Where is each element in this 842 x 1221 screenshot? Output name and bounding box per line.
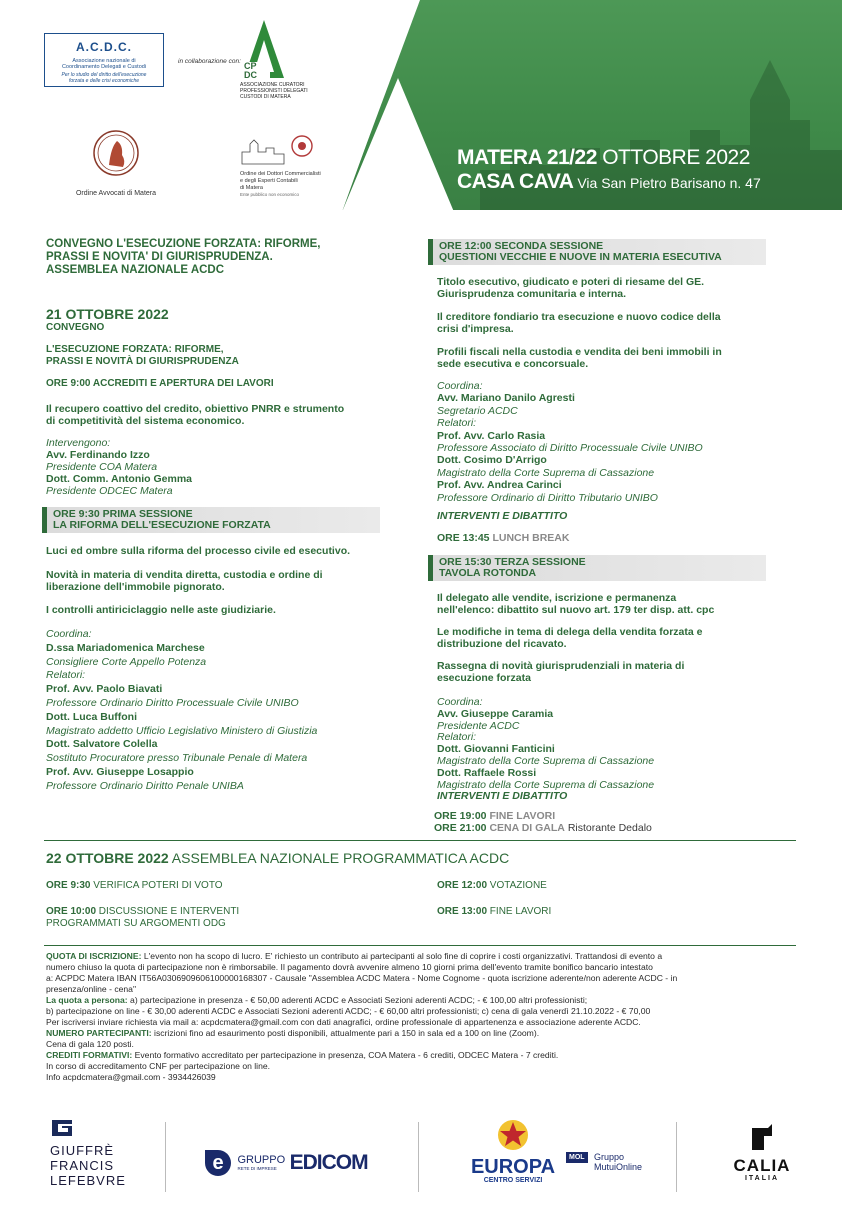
coord-marchese: D.ssa Mariadomenica Marchese xyxy=(46,641,205,654)
calia-name: CALIA xyxy=(733,1156,791,1175)
edicom-sub: RETE DI IMPRESE xyxy=(237,1165,277,1171)
s3-topic-1b: nell'elenco: dibattito sul nuovo art. 179 ter disp. att. cpc xyxy=(437,604,715,616)
convegno-label: CONVEGNO xyxy=(46,322,105,333)
session3-topics xyxy=(437,592,714,684)
convegno-sub xyxy=(46,344,239,368)
edicom-pre: GRUPPO xyxy=(237,1153,286,1166)
session3-time: ORE 15:30 TERZA SESSIONE xyxy=(439,556,586,568)
rel-rasia-role: Professore Associato di Diritto Processuale Civile UNIBO xyxy=(437,442,703,455)
mol-l1: Gruppo xyxy=(594,1152,625,1162)
rel-biavati: Prof. Avv. Paolo Biavati xyxy=(46,683,163,696)
edicom-name: EDICOM xyxy=(289,1151,368,1174)
sub-line1: L'ESECUZIONE FORZATA: RIFORME, xyxy=(46,344,224,355)
acdc-logo-name: A.C.D.C. xyxy=(76,40,132,54)
calia-logo xyxy=(722,1124,802,1182)
sep-1 xyxy=(165,1122,166,1192)
odcec-l1: Ordine dei Dottori Commercialisti xyxy=(240,171,321,177)
edicom-logo xyxy=(205,1150,368,1178)
rel-fanticini: Dott. Giovanni Fanticini xyxy=(437,743,555,756)
acdc-logo xyxy=(44,33,164,87)
main-title xyxy=(46,238,406,277)
coord-agresti-role: Segretario ACDC xyxy=(437,404,518,417)
session1-title: LA RIFORMA DELL'ESECUZIONE FORZATA xyxy=(53,519,271,531)
rel-carinci-role: Professore Ordinario di Diritto Tributario UNIBO xyxy=(437,491,658,504)
day1-date: 21 OTTOBRE 2022 xyxy=(46,306,169,322)
s2-topic-1a: Titolo esecutivo, giudicato e poteri di riesame del GE. xyxy=(437,276,705,288)
topic-3: I controlli antiriciclaggio nelle aste giudiziarie. xyxy=(46,604,276,616)
rel-carinci: Prof. Avv. Andrea Carinci xyxy=(437,479,562,492)
topic-2b: liberazione dell'immobile pignorato. xyxy=(46,581,225,593)
s3-topic-3b: esecuzione forzata xyxy=(437,672,531,684)
intervengono-block xyxy=(46,437,192,497)
calia-sub: ITALIA xyxy=(744,1175,780,1182)
s2-relatori-label: Relatori: xyxy=(437,417,477,430)
rel-buffoni: Dott. Luca Buffoni xyxy=(46,710,137,723)
session2-topics xyxy=(437,276,722,370)
acdc-sub4: forzata e delle crisi economiche xyxy=(68,78,140,84)
rel-rasia: Prof. Avv. Carlo Rasia xyxy=(437,429,546,442)
interventi-2: INTERVENTI E DIBATTITO xyxy=(437,790,568,803)
session2-speakers xyxy=(437,380,703,504)
info-q2: numero chiuso la quota di partecipazione non è rimborsabile. Il pagamento dovrà avvenire almeno 10 giorni prima dell'evento tramite bonifico bancario intestato xyxy=(46,962,653,972)
sub-line2: PRASSI E NOVITÀ DI GIURISPRUDENZA xyxy=(46,356,239,367)
info-p3: Per iscriversi inviare richiesta via mail a: acpdcmatera@gmail.com con dati anagrafici, ordine professionale di appartenenza e associazione aderente ACDC. xyxy=(46,1017,641,1027)
giuffre-l1: GIUFFRÈ xyxy=(50,1143,115,1158)
odcec-logo xyxy=(240,130,330,205)
session2-title: QUESTIONI VECCHIE E NUOVE IN MATERIA ESECUTIVA xyxy=(439,251,722,263)
s3-coordina-label: Coordina: xyxy=(437,696,483,708)
mol-logo xyxy=(566,1152,642,1172)
s3-topic-3a: Rassegna di novità giurisprudenziali in materia di xyxy=(437,660,685,672)
s3-topic-2b: distribuzione del ricavato. xyxy=(437,638,567,650)
session2-header xyxy=(428,239,766,265)
s3-topic-2a: Le modifiche in tema di delega della vendita forzata e xyxy=(437,626,703,638)
cena-gala: ORE 21:00 CENA DI GALA Ristorante Dedalo xyxy=(434,822,652,834)
giuffre-l2: FRANCIS xyxy=(50,1158,115,1173)
rel-fanticini-role: Magistrato della Corte Suprema di Cassazione xyxy=(437,754,655,767)
cpdc-sub1: ASSOCIAZIONE CURATORI xyxy=(240,82,305,88)
info-n2: Cena di gala 120 posti. xyxy=(46,1039,134,1049)
intro-text xyxy=(46,403,344,427)
coordina-label: Coordina: xyxy=(46,628,92,640)
acdc-sub1: Associazione nazionale di xyxy=(72,58,136,64)
rel-losappio-role: Professore Ordinario Diritto Penale UNIBA xyxy=(46,779,244,792)
day2-heading: 22 OTTOBRE 2022 ASSEMBLEA NAZIONALE PROGRAMMATICA ACDC xyxy=(46,850,510,866)
interventi-1: INTERVENTI E DIBATTITO xyxy=(437,510,568,522)
speaker-izzo: Avv. Ferdinando Izzo xyxy=(46,449,150,461)
s3-topic-1a: Il delegato alle vendite, iscrizione e permanenza xyxy=(437,592,677,604)
speaker-gemma-role: Presidente ODCEC Matera xyxy=(46,485,173,497)
info-cr2: In corso di accreditamento CNF per partecipazione on line. xyxy=(46,1061,271,1071)
rel-losappio: Prof. Avv. Giuseppe Losappio xyxy=(46,765,194,778)
title-line3: ASSEMBLEA NAZIONALE ACDC xyxy=(46,264,225,276)
s2-topic-2b: crisi d'impresa. xyxy=(437,323,514,335)
acdc-sub3: Per lo studio del diritto dell'esecuzione xyxy=(61,72,147,78)
topic-2a: Novità in materia di vendita diretta, custodia e ordine di xyxy=(46,569,323,581)
session3-header xyxy=(428,555,766,581)
europa-logo xyxy=(458,1118,568,1184)
mol-l2: MutuiOnline xyxy=(594,1162,643,1172)
session1-speakers xyxy=(46,628,317,794)
speaker-gemma: Dott. Comm. Antonio Gemma xyxy=(46,473,193,485)
cpdc-letters: CP DC xyxy=(244,62,270,80)
session3-title: TAVOLA ROTONDA xyxy=(439,567,537,579)
intro-line1: Il recupero coattivo del credito, obiettivo PNRR e strumento xyxy=(46,403,345,415)
info-p2: b) partecipazione on line - € 30,00 aderenti ACDC e Associati Sezioni aderenti ACDC; - € 60,00 altri professionisti; c) cena di gala venerdì 21.10.2022 - € 70,00 xyxy=(46,1006,651,1016)
coord-caramia-role: Presidente ACDC xyxy=(437,719,520,732)
ordine-avvocati-logo xyxy=(68,125,164,200)
day2-d: ORE 13:00 FINE LAVORI xyxy=(437,906,552,917)
s2-topic-3b: sede esecutiva e concorsuale. xyxy=(437,358,589,370)
fine-lavori: ORE 19:00 FINE LAVORI xyxy=(434,810,556,822)
sep-2 xyxy=(418,1122,419,1192)
intervengono-label: Intervengono: xyxy=(46,437,111,449)
title-line2: PRASSI E NOVITA' DI GIURISPRUDENZA. xyxy=(46,251,273,263)
event-date: MATERA 21/22 OTTOBRE 2022 xyxy=(457,146,750,169)
s2-topic-1b: Giurisprudenza comunitaria e interna. xyxy=(437,288,627,300)
sep-3 xyxy=(676,1122,677,1192)
relatori-label: Relatori: xyxy=(46,669,86,682)
divider-mid xyxy=(44,945,796,946)
rel-rossi-role: Magistrato della Corte Suprema di Cassazione xyxy=(437,778,655,791)
session1-time: ORE 9:30 PRIMA SESSIONE xyxy=(53,508,193,520)
cpdc-sub3: CUSTODI DI MATERA xyxy=(240,94,291,100)
coord-marchese-role: Consigliere Corte Appello Potenza xyxy=(46,655,207,668)
giuffre-mark-icon xyxy=(50,1118,74,1138)
collab-label: in collaborazione con: xyxy=(178,58,241,65)
giuffre-logo xyxy=(50,1118,126,1188)
info-q3: a: ACPDC Matera IBAN IT56A0306909606100000168307 - Causale "Assemblea ACDC Matera - Nome Cognome - quota iscrizione aderente/non aderente ACDC - in xyxy=(46,973,678,983)
day2-b: ORE 10:00 DISCUSSIONE E INTERVENTI PROGRAMMATI SU ARGOMENTI ODG xyxy=(46,906,240,929)
seal-icon xyxy=(93,125,139,181)
info-q4: presenza/online - cena" xyxy=(46,984,136,994)
rel-darrigo: Dott. Cosimo D'Arrigo xyxy=(437,454,547,467)
event-venue: CASA CAVA Via San Pietro Barisano n. 47 xyxy=(457,170,761,193)
odcec-l2: e degli Esperti Contabili xyxy=(240,178,298,184)
s2-topic-3a: Profili fiscali nella custodia e vendita dei beni immobili in xyxy=(437,346,722,358)
session1-topics xyxy=(46,545,350,616)
star-icon xyxy=(493,1118,533,1152)
edicom-e-icon: e xyxy=(205,1150,231,1176)
rel-buffoni-role: Magistrato addetto Ufficio Legislativo Ministero di Giustizia xyxy=(46,724,318,737)
odcec-l3: di Matera xyxy=(240,185,263,191)
topic-1: Luci ed ombre sulla riforma del processo civile ed esecutivo. xyxy=(46,545,351,557)
divider-top xyxy=(44,840,796,841)
s2-topic-2a: Il creditore fondiario tra esecuzione e nuovo codice della xyxy=(437,311,721,323)
rel-rossi: Dott. Raffaele Rossi xyxy=(437,766,537,779)
session2-time: ORE 12:00 SECONDA SESSIONE xyxy=(439,240,604,252)
lunch-break: ORE 13:45 LUNCH BREAK xyxy=(437,532,570,544)
cpdc-logo xyxy=(238,20,318,110)
ore900: ORE 9:00 ACCREDITI E APERTURA DEI LAVORI xyxy=(46,378,274,389)
intro-line2: di competitività del sistema economico. xyxy=(46,415,245,427)
odcec-city-icon xyxy=(240,130,320,166)
s3-relatori-label: Relatori: xyxy=(437,731,477,744)
europa-name: EUROPA xyxy=(470,1156,556,1178)
acdc-sub2: Coordinamento Delegati e Custodi xyxy=(61,64,147,70)
info-contact[interactable]: Info acpdcmatera@gmail.com - 3934426039 xyxy=(46,1072,216,1082)
coord-agresti: Avv. Mariano Danilo Agresti xyxy=(437,392,575,405)
day2-a: ORE 9:30 VERIFICA POTERI DI VOTO xyxy=(46,880,223,891)
calia-mark-icon xyxy=(746,1124,778,1152)
coord-caramia: Avv. Giuseppe Caramia xyxy=(437,707,554,720)
ordine-avvocati-label: Ordine Avvocati di Matera xyxy=(75,190,157,197)
title-line1: CONVEGNO L'ESECUZIONE FORZATA: RIFORME, xyxy=(46,238,321,250)
info-block: QUOTA DI ISCRIZIONE: L'evento non ha scopo di lucro. E' richiesto un contributo ai partecipanti al solo fine di coprire i costi organizzativi. Trattandosi di evento a numero chiuso la quota di partecipazione non è rimborsabile. Il pagamento dovrà avvenire almeno 10 giorni prima dell'evento tramite bonifico bancario intestato a: ACPDC Matera IBAN IT56A0306909606100000168307 - Causale "Assemblea ACDC Matera - Nome Cognome - quota iscrizione aderente/non aderente ACDC - in presenza/online - cena" La quota a persona: a) partecipazione in presenza - € 50,00 aderenti ACDC e Associati Sezioni aderenti ACDC; - € 100,00 altri professionisti; b) partecipazione on line - € 30,00 aderenti ACDC e Associati Sezioni aderenti ACDC; - € 60,00 altri professionisti; c) cena di gala venerdì 21.10.2022 - € 70,00 Per iscriversi inviare richiesta via mail a: acpdcmatera@gmail.com con dati anagrafici, ordine professionale di appartenenza e associazione aderente ACDC. NUMERO PARTECIPANTI: iscrizioni fino ad esaurimento posti disponibili, attualmente pari a 150 in sala ed a 100 on line (Zoom). Cena di gala 120 posti. CREDITI FORMATIVI: Evento formativo accreditato per partecipazione in presenza, COA Matera - 6 crediti, ODCEC Matera - 7 crediti. In corso di accreditamento CNF per partecipazione on line. Info acpdcmatera@gmail.com - 3934426039 xyxy=(46,951,806,1083)
rel-darrigo-role: Magistrato della Corte Suprema di Cassazione xyxy=(437,466,655,479)
session1-header xyxy=(42,507,380,533)
odcec-l4: Ente pubblico non economico xyxy=(240,192,300,197)
mol-badge: MOL xyxy=(566,1152,588,1163)
s2-coordina-label: Coordina: xyxy=(437,380,483,392)
rel-colella: Dott. Salvatore Colella xyxy=(46,738,158,751)
europa-sub: CENTRO SERVIZI xyxy=(483,1177,543,1184)
rel-biavati-role: Professore Ordinario Diritto Processuale Civile UNIBO xyxy=(46,696,299,709)
rel-colella-role: Sostituto Procuratore presso Tribunale Penale di Matera xyxy=(46,752,308,765)
session3-speakers xyxy=(437,697,654,803)
speaker-izzo-role: Presidente COA Matera xyxy=(46,461,158,473)
cpdc-sub2: PROFESSIONISTI DELEGATI xyxy=(240,88,308,94)
day2-c: ORE 12:00 VOTAZIONE xyxy=(437,880,547,891)
giuffre-l3: LEFEBVRE xyxy=(50,1173,126,1188)
